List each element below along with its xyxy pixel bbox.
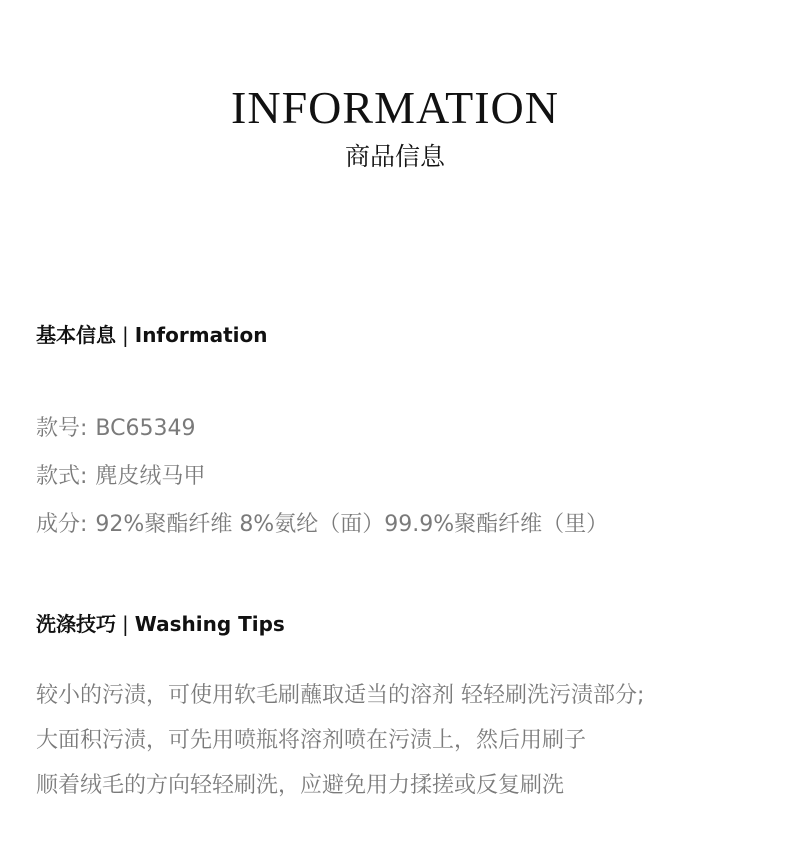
washing-tip-line: 大面积污渍，可先用喷瓶将溶剂喷在污渍上，然后用刷子 — [36, 728, 587, 753]
basic-info-heading-en: Information — [134, 323, 268, 347]
title-english: INFORMATION — [231, 82, 559, 133]
heading-separator: | — [122, 612, 129, 636]
info-value: BC65349 — [95, 416, 196, 441]
basic-info-list — [36, 405, 608, 549]
basic-info-heading — [36, 323, 267, 347]
washing-tips-heading-en: Washing Tips — [134, 612, 285, 636]
info-label: 成分: — [36, 512, 88, 537]
info-row-style-number — [36, 405, 608, 453]
info-row-style — [36, 453, 608, 501]
washing-tips-text — [36, 673, 644, 808]
page-header — [0, 82, 790, 172]
info-row-composition — [36, 501, 608, 549]
info-value: 92%聚酯纤维 8%氨纶（面）99.9%聚酯纤维（里） — [95, 512, 609, 537]
washing-tip-line: 较小的污渍，可使用软毛刷蘸取适当的溶剂 轻轻刷洗污渍部分; — [36, 683, 645, 708]
washing-tips-heading — [36, 612, 285, 636]
basic-info-heading-zh: 基本信息 — [36, 323, 116, 347]
info-label: 款式: — [36, 464, 88, 489]
title-chinese: 商品信息 — [344, 142, 445, 171]
washing-tips-heading-zh: 洗涤技巧 — [36, 612, 116, 636]
info-label: 款号: — [36, 416, 88, 441]
heading-separator: | — [122, 323, 129, 347]
washing-tip-line: 顺着绒毛的方向轻轻刷洗，应避免用力揉搓或反复刷洗 — [36, 773, 565, 798]
info-value: 麂皮绒马甲 — [95, 464, 206, 489]
